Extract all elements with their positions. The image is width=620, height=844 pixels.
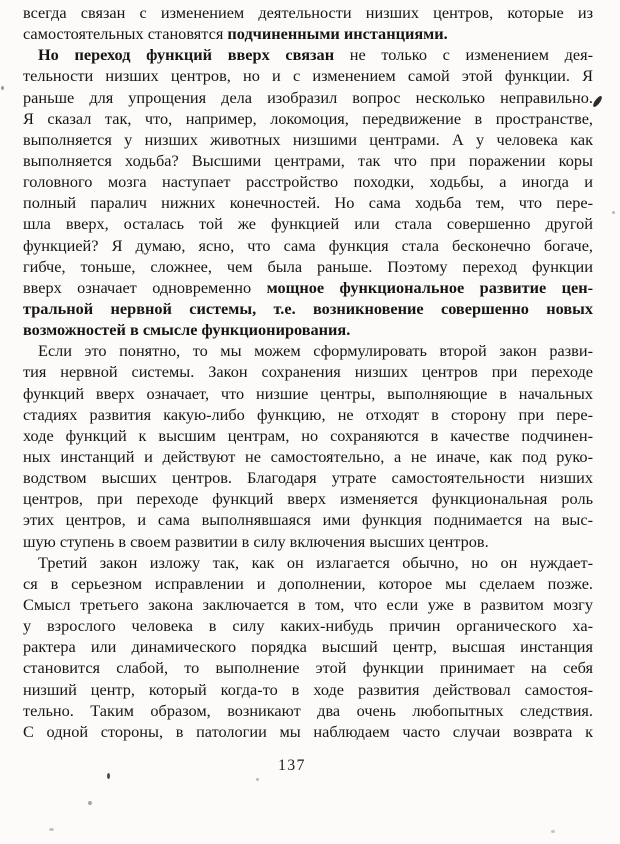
text-line — [23, 277, 593, 298]
scan-speck — [88, 801, 92, 805]
text-line — [23, 65, 593, 86]
scan-speck — [49, 828, 54, 831]
text-line — [23, 615, 593, 636]
text-line — [23, 129, 593, 150]
text-run: Смысл третьего закона заключается в том, что если уже в развитом мозгу — [23, 594, 593, 614]
text-run: шла вверх, осталась той же функцией или стала совершенно другой — [23, 214, 593, 234]
scan-speck — [551, 830, 555, 833]
paragraph — [23, 2, 593, 44]
scan-speck — [1, 86, 4, 90]
text-run: центров, при переходе функций вверх изменяется функциональная роль — [23, 489, 593, 509]
text-run: ся в серьезном исправлении и дополнении, которое мы сделаем позже. — [23, 573, 593, 593]
text-run: тельно. Таким образом, возникают два очень любопытных следствия. — [23, 700, 593, 720]
text-run: рактера или динамического порядка высший центр, высшая инстанция — [23, 637, 593, 657]
text-line — [23, 679, 593, 700]
text-line — [23, 150, 593, 171]
scan-speck — [256, 778, 259, 781]
text-run: гибче, тоньше, сложнее, чем была раньше. Поэтому переход функции — [23, 256, 593, 276]
text-line — [23, 404, 593, 425]
bold-text-run: подчиненными инстанциями. — [227, 24, 448, 44]
text-line — [23, 235, 593, 256]
text-run: полный паралич нижних конечностей. Но сама ходьба тем, что пере- — [23, 193, 593, 213]
text-run: стадиях развития какую-либо функцию, не отходят в сторону при пере- — [23, 404, 593, 424]
text-line — [23, 425, 593, 446]
scan-speck — [612, 211, 615, 214]
text-run: всегда связан с изменением деятельности низших центров, которые из — [23, 3, 593, 22]
text-run: Третий закон изложу так, как он излагается обычно, но он нуждает- — [38, 552, 593, 572]
text-line — [23, 446, 593, 467]
text-run: тельности низших центров, но и с изменением самой этой функции. Я — [23, 66, 593, 86]
text-line — [23, 467, 593, 488]
bold-text-run: тральной нервной системы, т.е. возникновение совершенно новых — [23, 298, 593, 318]
text-line — [23, 509, 593, 530]
text-run: не только с изменением дея- — [334, 45, 593, 65]
text-line — [23, 44, 593, 65]
paragraph — [23, 552, 593, 742]
text-line — [23, 23, 593, 44]
text-line — [23, 700, 593, 721]
text-line — [23, 594, 593, 615]
text-run: ных инстанций и действуют не самостоятельно, а не иначе, как под руко- — [23, 446, 593, 466]
text-run: функцией? Я думаю, ясно, что сама функция стала бесконечно богаче, — [23, 235, 593, 255]
text-run: Если это понятно, то мы можем сформулировать второй закон разви- — [38, 341, 593, 361]
text-run: С одной стороны, в патологии мы наблюдаем часто случаи возврата к — [23, 721, 593, 741]
text-line — [23, 2, 593, 23]
ink-mark — [592, 95, 603, 109]
text-line — [23, 488, 593, 509]
bold-text-run: возможностей в смысле функционирования. — [23, 320, 351, 340]
bold-text-run: мощное функциональное развитие цен- — [266, 277, 593, 297]
text-run: выполняется ходьба? Высшими центрами, так что при поражении коры — [23, 150, 593, 170]
scan-speck — [107, 773, 110, 779]
text-line — [23, 87, 593, 108]
text-run: функций вверх означает, что низшие центры, выполняющие в начальных — [23, 383, 593, 403]
paragraph — [23, 340, 593, 551]
text-run: ходе функций к высшим центрам, но сохраняются в качестве подчинен- — [23, 425, 593, 445]
bold-text-run: Но переход функций вверх связан — [38, 45, 335, 65]
text-line — [23, 340, 593, 361]
text-run: выполняется у низших животных низшими центрами. А у человека как — [23, 129, 593, 149]
text-run: шую ступень в своем развитии в силу включения высших центров. — [23, 531, 489, 551]
text-line — [23, 636, 593, 657]
text-run: Я сказал так, что, например, локомоция, передвижение в пространстве, — [23, 108, 593, 128]
text-line — [23, 256, 593, 277]
text-line — [23, 657, 593, 678]
text-line — [23, 531, 593, 552]
text-line — [23, 192, 593, 213]
text-line — [23, 573, 593, 594]
text-line — [23, 319, 593, 340]
text-line — [23, 213, 593, 234]
text-run: у взрослого человека в силу каких-нибудь причин органического ха- — [23, 616, 593, 636]
text-run: тия нервной системы. Закон сохранения низших центров при переходе — [23, 362, 593, 382]
text-line — [23, 298, 593, 319]
text-run: низший центр, который когда-то в ходе развития действовал самостоя- — [23, 679, 593, 699]
text-run: головного мозга наступает расстройство походки, ходьбы, а иногда и — [23, 172, 593, 192]
page-number: 137 — [278, 757, 306, 774]
text-line — [23, 171, 593, 192]
text-run: раньше для упрощения дела изобразил вопрос несколько неправильно. — [23, 87, 593, 107]
text-run: становится слабой, то выполнение этой функции принимает на себя — [23, 658, 593, 678]
text-run: водством высших центров. Благодаря утрате самостоятельности низших — [23, 468, 593, 488]
text-block — [23, 2, 593, 742]
text-line — [23, 721, 593, 742]
text-run: этих центров, и сама выполнявшаяся ими функция поднимается на выс- — [23, 510, 593, 530]
text-line — [23, 383, 593, 404]
text-line — [23, 552, 593, 573]
text-run: вверх означает одновременно — [23, 277, 267, 297]
paragraph — [23, 44, 593, 340]
text-line — [23, 108, 593, 129]
text-run: самостоятельных становятся — [23, 24, 228, 44]
text-line — [23, 361, 593, 382]
